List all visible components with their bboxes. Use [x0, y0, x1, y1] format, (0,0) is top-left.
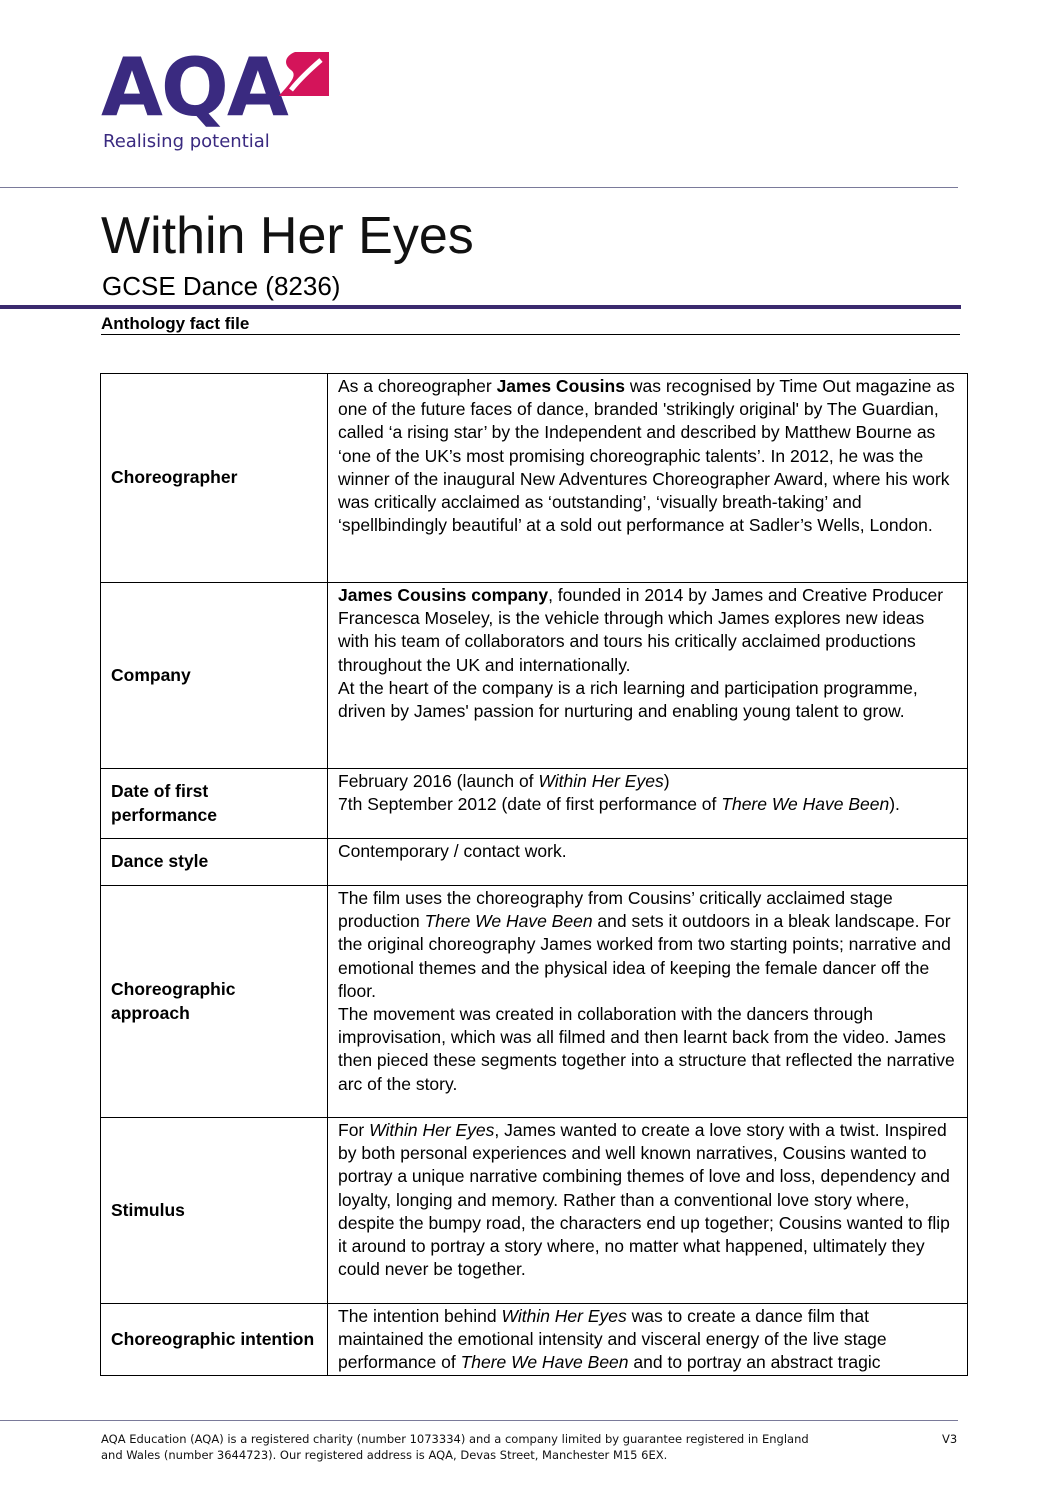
row-label: Stimulus [101, 1118, 328, 1304]
row-value: February 2016 (launch of Within Her Eyes) 7th September 2012 (date of first performance of There We Have Been). [328, 769, 968, 839]
table-row [101, 769, 968, 839]
page-subtitle: GCSE Dance (8236) [102, 271, 341, 301]
row-label: Choreographic approach [101, 886, 328, 1118]
row-value: Contemporary / contact work. [328, 839, 968, 886]
aqa-logo [101, 41, 341, 158]
table-row [101, 583, 968, 769]
title-rule [0, 305, 961, 309]
footer-text: AQA Education (AQA) is a registered charity (number 1073334) and a company limited by guarantee registered in England and Wales (number 3644723). Our registered address is AQA, Devas Street, Manchester M15 6EX. [101, 1432, 809, 1462]
row-label: Dance style [101, 839, 328, 886]
version-label: V3 [942, 1432, 958, 1446]
header-divider [0, 187, 958, 188]
row-label: Company [101, 583, 328, 769]
logo-wordmark: AQA [101, 41, 287, 134]
section-label: Anthology fact file [101, 314, 250, 333]
table-row [101, 1304, 968, 1376]
row-value: For Within Her Eyes, James wanted to create a love story with a twist. Inspired by both personal experiences and well known narratives, Cousins wanted to portray a unique narrative combining themes of love and loss, dependency and loyalty, longing and memory. Rather than a conventional love story where, despite the bumpy road, the characters end up together; Cousins wanted to flip it around to portray a story where, no matter what happened, ultimately they could never be together. [328, 1118, 968, 1304]
table-row [101, 374, 968, 583]
row-label: Choreographic intention [101, 1304, 328, 1376]
table-row [101, 886, 968, 1118]
row-value: The film uses the choreography from Cousins’ critically acclaimed stage production There We Have Been and sets it outdoors in a bleak landscape. For the original choreography James worked from two starting points; narrative and emotional themes and the physical idea of keeping the female dancer off the floor. The movement was created in collaboration with the dancers through improvisation, which was all filmed and then learnt back from the video. James then pieced these segments together into a structure that reflected the narrative arc of the story. [328, 886, 968, 1118]
row-value: James Cousins company, founded in 2014 by James and Creative Producer Francesca Moseley, is the vehicle through which James explores new ideas with his team of collaborators and tours his critically acclaimed productions throughout the UK and internationally. At the heart of the company is a rich learning and participation programme, driven by James' passion for nurturing and enabling young talent to grow. [328, 583, 968, 769]
row-label: Choreographer [101, 374, 328, 583]
fact-table [100, 373, 968, 1376]
leaf-icon [277, 50, 331, 102]
table-row [101, 1118, 968, 1304]
row-value: The intention behind Within Her Eyes was to create a dance film that maintained the emotional intensity and visceral energy of the live stage performance of There We Have Been and to portray an abstract tragic [328, 1304, 968, 1376]
table-row [101, 839, 968, 886]
footer-divider [0, 1420, 958, 1421]
row-label: Date of first performance [101, 769, 328, 839]
page-title: Within Her Eyes [101, 207, 474, 265]
logo-tagline: Realising potential [103, 131, 270, 152]
section-underline [101, 334, 960, 335]
row-value: As a choreographer James Cousins was recognised by Time Out magazine as one of the future faces of dance, branded 'strikingly original' by The Guardian, called ‘a rising star’ by the Independent and described by Matthew Bourne as ‘one of the UK’s most promising choreographic talents’. In 2012, he was the winner of the inaugural New Adventures Choreographer Award, where his work was critically acclaimed as ‘outstanding’, ‘visually breath-taking’ and ‘spellbindingly beautiful’ at a sold out performance at Sadler’s Wells, London. [328, 374, 968, 583]
